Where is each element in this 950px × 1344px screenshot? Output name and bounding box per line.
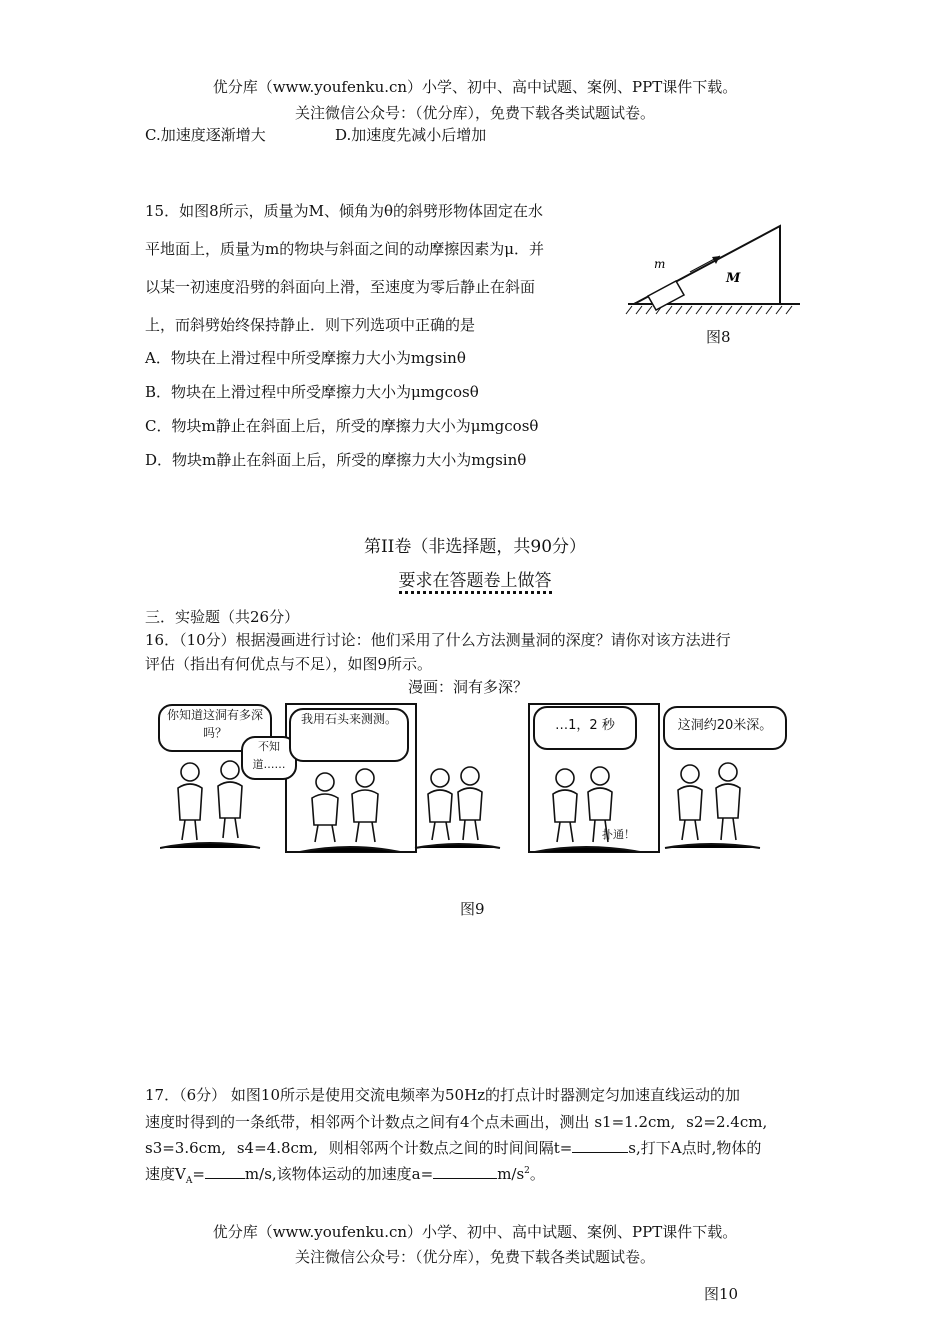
bubble-5: 这洞约20米深。 xyxy=(663,706,787,750)
comic-figures xyxy=(160,760,800,880)
q17-s2: s2=2.4cm, xyxy=(686,1113,768,1131)
q17-line-4-mid: m/s,该物体运动的加速度a= xyxy=(244,1165,434,1183)
q16-line-2: 评估（指出有何优点与不足），如图9所示。 xyxy=(145,655,433,673)
q17-line-2 xyxy=(145,1111,767,1132)
comic-title: 漫画：洞有多深？ xyxy=(408,678,529,696)
q15-stem-line-2: 平地面上，质量为m的物块与斜面之间的动摩擦因素为μ．并 xyxy=(145,240,544,258)
label-M: M xyxy=(726,271,741,286)
q15-option-c: C．物块m静止在斜面上后，所受的摩擦力大小为μmgcosθ xyxy=(145,417,539,435)
q14-option-d: D.加速度先减小后增加 xyxy=(335,126,487,144)
q15-stem-line-4: 上，而斜劈始终保持静止．则下列选项中正确的是 xyxy=(145,316,476,334)
footer-line-2: 关注微信公众号：（优分库），免费下载各类试题试卷。 xyxy=(294,1248,655,1266)
q15-option-a: A．物块在上滑过程中所受摩擦力大小为mgsinθ xyxy=(145,349,466,367)
q17-line-3-mid: 则相邻两个计数点之间的时间间隔t= xyxy=(328,1139,573,1157)
fig9-caption: 图9 xyxy=(460,900,485,918)
blank-a[interactable] xyxy=(433,1164,497,1179)
q17-line-4 xyxy=(145,1163,545,1186)
q15-stem-line-3: 以某一初速度沿劈的斜面向上滑，至速度为零后静止在斜面 xyxy=(145,278,536,296)
footer-line-1: 优分库（www.youfenku.cn）小学、初中、高中试题、案例、PPT课件下载。 xyxy=(212,1223,738,1241)
bubble-3: 我用石头来测测。 xyxy=(289,708,409,762)
q17-line-3-end: s,打下A点时,物体的 xyxy=(628,1139,762,1157)
q17-eq: = xyxy=(192,1165,205,1183)
q17-s1: s1=1.2cm, xyxy=(594,1113,676,1131)
q17-s3: s3=3.6cm, xyxy=(145,1139,227,1157)
q14-option-c: C.加速度逐渐增大 xyxy=(145,126,266,144)
q17-v-sub: A xyxy=(185,1176,193,1186)
bubble-2: 不知道…… xyxy=(241,736,297,780)
q15-stem-line-1: 15．如图8所示，质量为M、倾角为θ的斜劈形物体固定在水 xyxy=(145,202,544,220)
fig8-caption: 图8 xyxy=(706,328,731,346)
q15-option-d: D．物块m静止在斜面上后，所受的摩擦力大小为mgsinθ xyxy=(145,451,527,469)
blank-va[interactable] xyxy=(205,1164,245,1179)
incline-diagram xyxy=(620,220,805,320)
section3-title: 三．实验题（共26分） xyxy=(145,608,300,626)
blank-t[interactable] xyxy=(572,1138,628,1153)
label-m: m xyxy=(654,257,666,271)
header-line-1: 优分库（www.youfenku.cn）小学、初中、高中试题、案例、PPT课件下载。 xyxy=(212,78,738,96)
fig10-caption: 图10 xyxy=(704,1285,739,1303)
q17-end: 。 xyxy=(529,1165,545,1183)
part2-note-wrap xyxy=(0,566,950,594)
q17-unit: m/s xyxy=(497,1165,525,1183)
bubble-1: 你知道这洞有多深吗？ xyxy=(158,704,272,752)
q17-s4: s4=4.8cm, xyxy=(236,1139,318,1157)
comic-sfx: 扑通！ xyxy=(602,828,635,841)
part2-title: 第II卷（非选择题，共90分） xyxy=(363,537,587,557)
header-line-2: 关注微信公众号：（优分库），免费下载各类试题试卷。 xyxy=(294,104,655,122)
bubble-4: …1，2 秒 xyxy=(533,706,637,750)
block xyxy=(648,281,684,310)
q17-v-label: 速度V xyxy=(145,1165,186,1183)
q17-line-2-text: 速度时得到的一条纸带，相邻两个计数点之间有4个点未画出，测出 xyxy=(145,1113,590,1131)
q17-line-3 xyxy=(145,1137,761,1158)
q17-unit-sup: 2 xyxy=(524,1166,530,1176)
q15-option-b: B．物块在上滑过程中所受摩擦力大小为μmgcosθ xyxy=(145,383,479,401)
q17-line-1: 17．（6分） 如图10所示是使用交流电频率为50Hz的打点计时器测定匀加速直线运动的加 xyxy=(145,1086,741,1104)
q16-line-1: 16．（10分）根据漫画进行讨论：他们采用了什么方法测量洞的深度？请你对该方法进行 xyxy=(145,631,731,649)
part2-note: 要求在答题卷上做答 xyxy=(399,566,552,594)
